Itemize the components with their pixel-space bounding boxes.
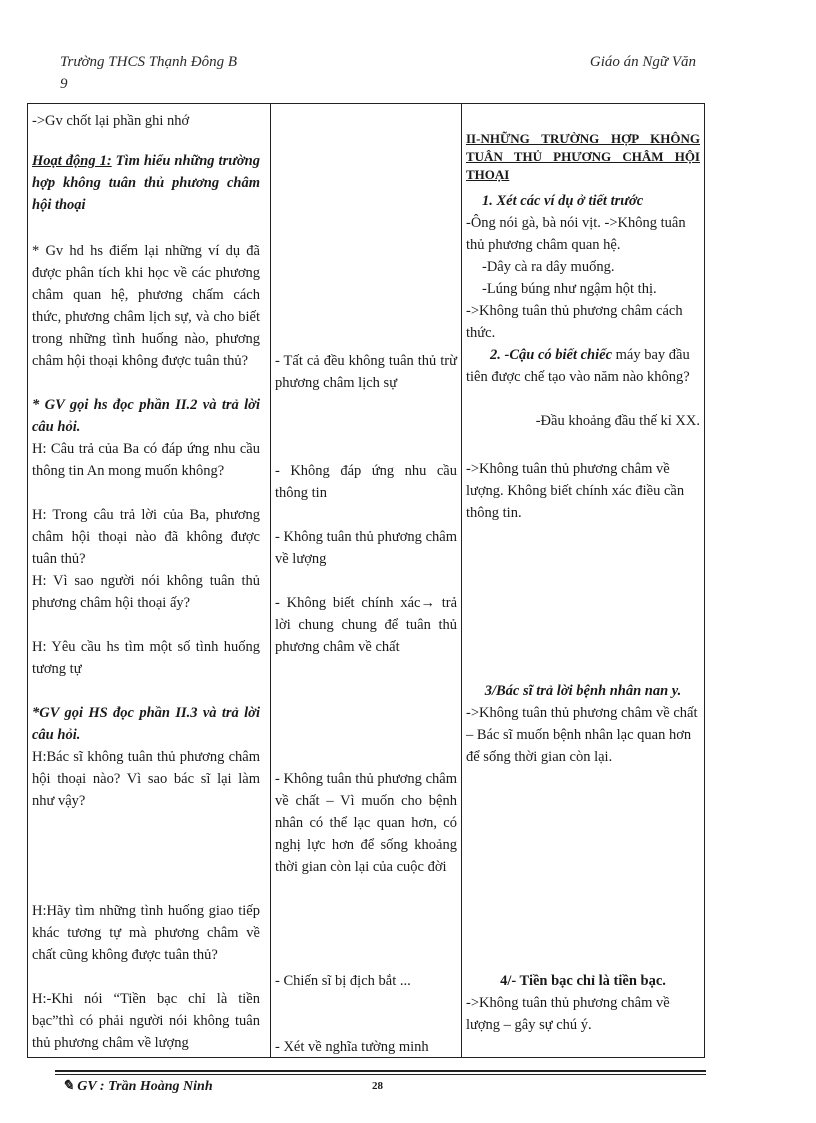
activity-label: Hoạt động 1: (32, 153, 112, 169)
section-heading: II-NHỮNG TRƯỜNG HỢP KHÔNG TUÂN THỦ PHƯƠNG CHÂM HỘI THOẠI (466, 131, 700, 182)
student-activity-column (271, 104, 462, 1057)
content-column (462, 104, 705, 1057)
instruction-read-ii3: *GV gọi HS đọc phần II.3 và trả lời câu hỏi. (32, 705, 260, 743)
header-grade: 9 (60, 76, 68, 92)
content-example-1: -Ông nói gà, bà nói vịt. ->Không tuân thủ phương châm quan hệ. (466, 215, 686, 253)
instruction-review: * Gv hd hs điểm lại những ví dụ đã được phân tích khi học về các phương châm quan hệ, phương chấm cách thức, phương châm lịch sự, và cho biết trong những tình huống nào, phương châm hội thoại không được tuân thủ? (32, 243, 260, 369)
lesson-table (27, 103, 705, 1058)
header-subject: Giáo án Ngữ Văn (589, 54, 696, 70)
answer-7: - Xét về nghĩa tường minh (275, 1039, 429, 1055)
content-conclusion-1: ->Không tuân thủ phương châm cách thức. (466, 303, 683, 341)
subheading-4: 4/- Tiền bạc chỉ là tiền bạc. (500, 973, 666, 989)
question-ba-answer: H: Câu trả của Ba có đáp ứng nhu cầu thông tin An mong muốn không? (32, 441, 260, 479)
answer-6: - Chiến sĩ bị địch bắt ... (275, 973, 411, 989)
content-conclusion-2: ->Không tuân thủ phương châm về lượng. Không biết chính xác điều cần thông tin. (466, 461, 685, 521)
subheading-2-bold: 2. -Cậu có biết chiếc (490, 347, 613, 363)
content-conclusion-3: ->Không tuân thủ phương châm về chất – Bác sĩ muốn bệnh nhân lạc quan hơn để sống thời gian còn lại. (466, 705, 698, 765)
page-number: 28 (372, 1080, 383, 1092)
answer-5: - Không tuân thủ phương châm về chất – Vì muốn cho bệnh nhân có thể lạc quan hơn, có nghị lực hơn để sống khoảng thời gian còn lại của cuộc đời (275, 771, 457, 875)
note-summary: ->Gv chốt lại phần ghi nhớ (32, 113, 190, 129)
subheading-2-rest: máy bay đầu tiên được chế tạo vào năm nào không? (466, 347, 690, 385)
answer-1: - Tất cả đều không tuân thủ trừ phương châm lịch sự (275, 353, 457, 391)
subheading-3: 3/Bác sĩ trả lời bệnh nhân nan y. (484, 683, 682, 699)
teacher-activity-column (28, 104, 271, 1057)
footer-divider (55, 1070, 706, 1072)
subheading-2 (466, 344, 700, 388)
activity-heading (32, 150, 260, 216)
instruction-read-ii2: * GV gọi hs đọc phần II.2 và trả lời câu hỏi. (32, 397, 260, 435)
question-money: H:-Khi nói “Tiền bạc chỉ là tiền bạc”thì có phải người nói không tuân thủ phương châm về lượng (32, 991, 260, 1051)
question-violated-maxim: H: Trong câu trả lời của Ba, phương châm hội thoại nào đã không được tuân thủ? (32, 507, 260, 567)
subheading-1: 1. Xét các ví dụ ở tiết trước (482, 193, 644, 209)
footer-author: ✎ GV : Trần Hoàng Ninh (62, 1079, 213, 1094)
question-why: H: Vì sao người nói không tuân thủ phương châm hội thoại ấy? (32, 573, 260, 611)
activity-title: Tìm hiểu những trường hợp không tuân thủ phương châm hội thoại (32, 153, 260, 213)
question-doctor: H:Bác sĩ không tuân thủ phương châm hội thoại nào? Vì sao bác sĩ lại làm như vậy? (32, 749, 260, 809)
answer-4: - Không biết chính xác→ trả lời chung chung để tuân thủ phương châm về chất (275, 595, 457, 655)
header-school: Trường THCS Thạnh Đông B (60, 54, 238, 70)
content-answer-2: -Đầu khoảng đầu thế kỉ XX. (535, 413, 700, 429)
content-example-3: -Lúng búng như ngậm hột thị. (482, 281, 657, 297)
answer-2: - Không đáp ứng nhu cầu thông tin (275, 463, 457, 501)
footer-divider-thin (55, 1074, 706, 1075)
content-example-2: -Dây cà ra dây muống. (482, 259, 615, 275)
answer-3: - Không tuân thủ phương châm về lượng (275, 529, 457, 567)
question-other-cases: H:Hãy tìm những tình huống giao tiếp khác tương tự mà phương châm về chất cũng không được tuân thủ? (32, 903, 260, 963)
content-conclusion-4: ->Không tuân thủ phương châm về lượng – gây sự chú ý. (466, 995, 670, 1033)
question-similar-cases: H: Yêu cầu hs tìm một số tình huống tương tự (32, 639, 260, 677)
